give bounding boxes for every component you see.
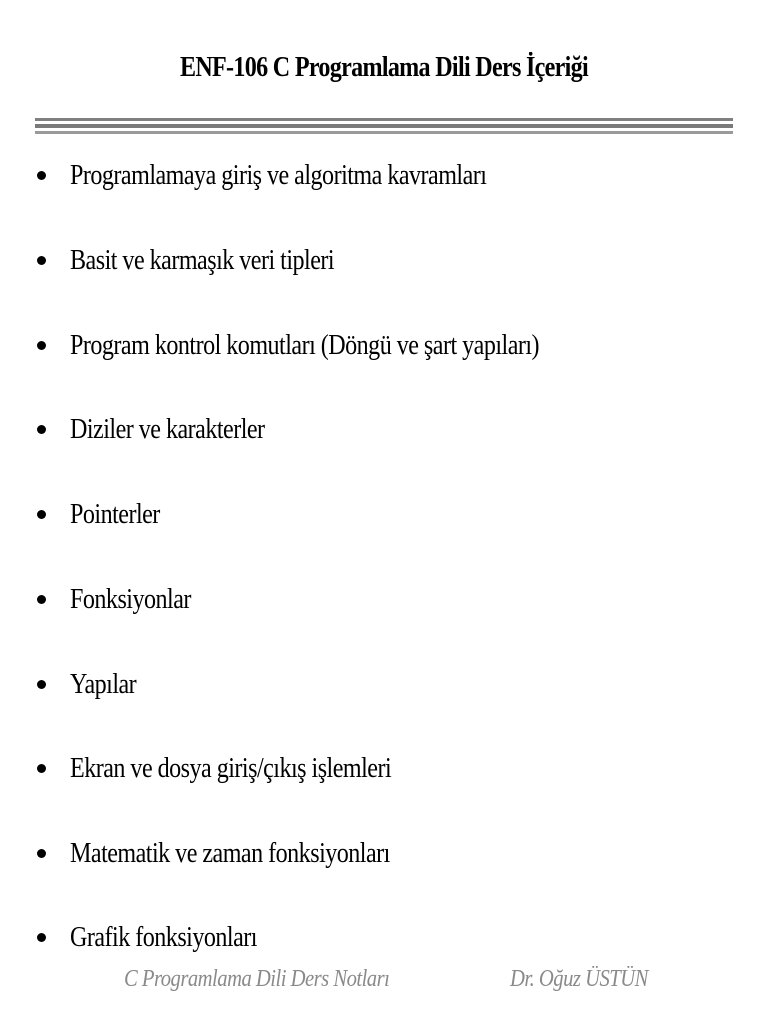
bullet-text: Program kontrol komutları (Döngü ve şart yapıları) [70,330,540,361]
bullet-dot-icon [37,933,46,942]
list-item [0,241,768,281]
list-item [0,834,768,874]
bullet-dot-icon [37,256,46,265]
bullet-dot-icon [37,680,46,689]
list-item [0,410,768,450]
list-item [0,326,768,366]
bullet-text: Fonksiyonlar [70,584,191,615]
list-item [0,580,768,620]
list-item [0,749,768,789]
bullet-text: Grafik fonksiyonları [70,922,257,953]
list-item [0,495,768,535]
bullet-dot-icon [37,764,46,773]
bullet-text: Ekran ve dosya giriş/çıkış işlemleri [70,753,392,784]
slide-title: ENF-106 C Programlama Dili Ders İçeriği [179,52,589,83]
bullet-text: Yapılar [70,669,137,700]
list-item [0,665,768,705]
list-item [0,156,768,196]
bullet-text: Programlamaya giriş ve algoritma kavramları [70,160,487,191]
bullet-dot-icon [37,425,46,434]
bullet-dot-icon [37,510,46,519]
bullet-text: Diziler ve karakterler [70,414,265,445]
bullet-text: Pointerler [70,499,160,530]
bullet-dot-icon [37,341,46,350]
bullet-text: Basit ve karmaşık veri tipleri [70,245,335,276]
list-item [0,918,768,958]
footer-author: Dr. Oğuz ÜSTÜN [510,966,648,992]
bullet-text: Matematik ve zaman fonksiyonları [70,838,390,869]
bullet-dot-icon [37,849,46,858]
bullet-dot-icon [37,171,46,180]
footer-course-notes: C Programlama Dili Ders Notları [124,966,390,992]
bullet-dot-icon [37,595,46,604]
